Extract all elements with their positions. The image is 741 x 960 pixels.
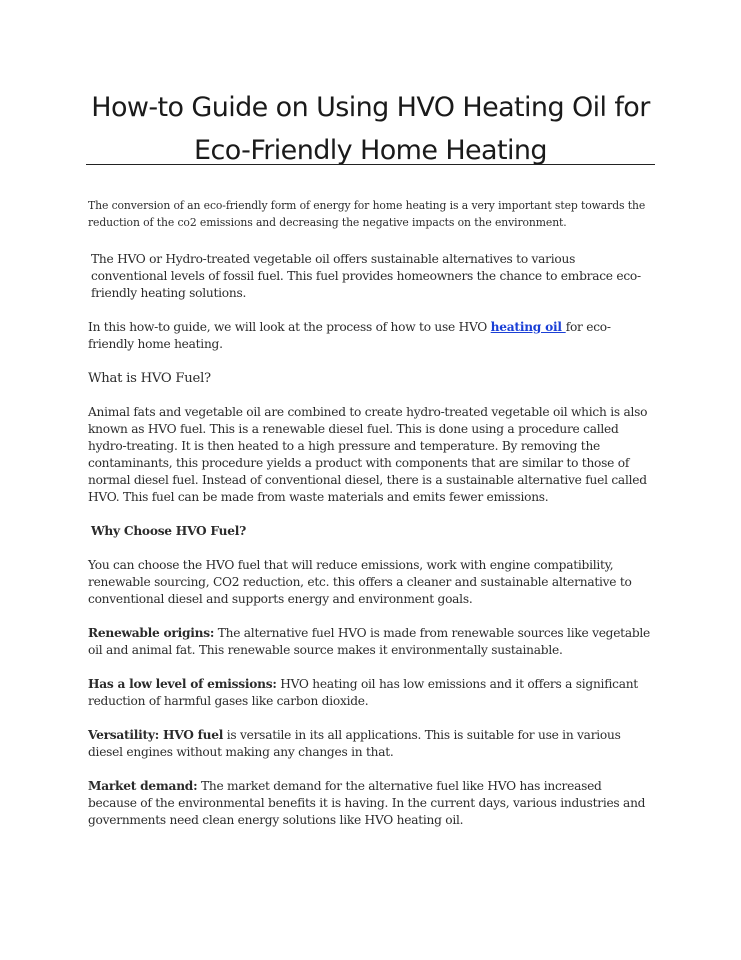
why-paragraph: You can choose the HVO fuel that will reduce emissions, work with engine compatibility, renewable sourcing, CO2 reduction, etc. this offers a cleaner and sustainable alternative to conventional diesel and supports energy and environment goals. [88, 558, 632, 606]
benefit-item [88, 727, 653, 761]
guide-purpose-text-end: for eco-friendly home heating. [88, 320, 611, 351]
title-line-2: Eco-Friendly Home Heating [194, 135, 547, 166]
benefit-item [88, 625, 653, 659]
benefit-item [88, 778, 653, 829]
benefit-text: The market demand for the alternative fuel like HVO has increased because of the environmental benefits it is having. In the current days, various industries and governments need clean energy solutions like HVO heating oil. [88, 779, 646, 827]
guide-purpose-text: In this how-to guide, we will look at the process of how to use HVO [88, 320, 491, 334]
benefit-text: HVO heating oil has low emissions and it offers a significant reduction of harmful gases like carbon dioxide. [88, 677, 638, 708]
intro-paragraph: The conversion of an eco-friendly form of energy for home heating is a very important step towards the reduction of the co2 emissions and decreasing the negative impacts on the environment. [88, 199, 646, 229]
page-title [86, 86, 655, 172]
title-underline [86, 164, 655, 165]
document-body [88, 197, 653, 846]
guide-purpose-paragraph [88, 319, 653, 353]
benefit-label: Has a low level of emissions: [88, 677, 277, 691]
benefit-label: Versatility: HVO fuel [88, 728, 224, 742]
benefit-text: is versatile in its all applications. This is suitable for use in various diesel engines without making any changes in that. [88, 728, 621, 759]
section-heading-what: What is HVO Fuel? [88, 371, 211, 386]
benefit-item [88, 676, 653, 710]
title-line-1: How-to Guide on Using HVO Heating Oil for [91, 92, 650, 123]
benefit-text: The alternative fuel HVO is made from renewable sources like vegetable oil and animal fat. This renewable source makes it environmentally sustainable. [88, 626, 651, 657]
section-heading-why: Why Choose HVO Fuel? [91, 524, 246, 538]
benefit-label: Market demand: [88, 779, 198, 793]
benefit-label: Renewable origins: [88, 626, 215, 640]
hvo-overview-paragraph: The HVO or Hydro-treated vegetable oil offers sustainable alternatives to various conventional levels of fossil fuel. This fuel provides homeowners the chance to embrace eco-friendly heating solutions. [91, 252, 641, 300]
heating-oil-link[interactable]: heating oil [490, 320, 566, 334]
what-paragraph: Animal fats and vegetable oil are combined to create hydro-treated vegetable oil which is also known as HVO fuel. This is a renewable diesel fuel. This is done using a procedure called hydro-treating. It is then heated to a high pressure and temperature. By removing the contaminants, this procedure yields a product with components that are similar to those of normal diesel fuel. Instead of conventional diesel, there is a sustainable alternative fuel called HVO. This fuel can be made from waste materials and emits fewer emissions. [88, 405, 648, 504]
